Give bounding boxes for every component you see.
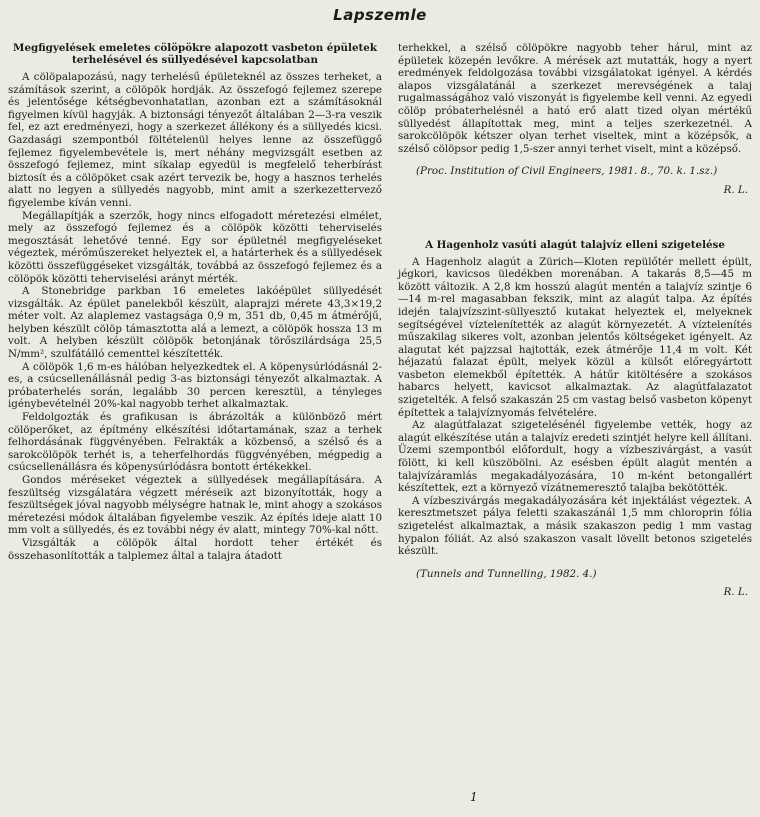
left-column xyxy=(8,42,382,562)
article2-paragraph: Az alagútfalazat szigetelésénél figyelembe vették, hogy az alagút elkészítése után a talajvíz eredeti szintjét helyre kell állítani. Üzemi szempontból előfordult, hogy a vízbeszivárgást, a vasút fölött, ki kell küszöbölni. Az esésben épült alagút mentén a talajvízáramlás megakadályozására, 10 m-ként betongallért készítettek, ezt a környező vízátnemeresztő talajba bekötötték. xyxy=(398,419,752,495)
article1-paragraph: Feldolgozták és grafikusan is ábrázolták a különböző mért cölöperőket, az építmény elkészítési időtartamának, szaz a terhek felhordásának függvényében. Felrakták a közbenső, a szélső és a sarokcölöpök terhét is, a teherfelhordás függvényében, mégpedig a csúcsellenállásra és köpenysúrlódásra bontott értékekkel. xyxy=(8,411,382,474)
article1-paragraph: Vizsgálták a cölöpök által hordott teher értékét és összehasonlították a talplemez által a talajra átadott xyxy=(8,536,382,562)
right-column xyxy=(398,42,752,599)
article1-paragraph: A cölöpalapozású, nagy terhelésű épületeknél az összes terheket, a számítások szerint, a cölöpök hordják. Az összefogó fejlemez szerepe és jelentősége kétségbevonhatatlan, azonban ezt a számításoknál figyelmen kívül hagyják. A biztonsági tényezőt általában 2—3-ra veszik fel, ez azt eredményezi, hogy a szerkezet állékony és a süllyedés kicsi. Gazdasági szempontból föltételenül helyes lenne az összefüggő fejlemez figyelembevétele is, mert néhány megvizsgált esetben az összefogó fejlemez, mint síkalap egyedül is megfelelő teherbírást biztosít és a cölöpöket csak azért tervezik be, hogy a hasznos terhelés alatt no legyen a süllyedés nagyobb, mint amit a szerkezettervező figyelembe kíván venni. xyxy=(8,71,382,209)
article2-title: A Hagenholz vasúti alagút talajvíz elleni szigetelése xyxy=(425,238,725,251)
article1-signature: R. L. xyxy=(723,183,748,196)
page-header-title: Lapszemle xyxy=(333,6,427,24)
article2-signature: R. L. xyxy=(723,586,748,599)
article1-title: Megfigyelések emeletes cölöpökre alapozott vasbeton épületek terhelésével és süllyedésével kapcsolatban xyxy=(13,42,377,66)
article1-paragraph: A cölöpök 1,6 m-es hálóban helyezkedtek el. A köpenysúrlódásnál 2-es, a csúcsellenállásnál pedig 3-as biztonsági tényezőt alkalmaztak. A próbaterhelés során, legalább 30 percen keresztül, a tényleges igénybevételnél 20%-kal nagyobb terhet alkalmaztak. xyxy=(8,360,382,411)
article2-paragraph: A vízbeszivárgás megakadályozására két injektálást végeztek. A keresztmetszet pálya feletti szakaszánál 1,5 mm chloroprin fólia szigetelést alkalmaztak, a másik szakaszon pedig 1 mm vastag hypalon fóliát. Az alsó szakaszon vasalt lövellt betonos szigetelés készült. xyxy=(398,494,752,558)
article2-paragraph: A Hagenholz alagút a Zürich—Kloten repülőtér mellett épült, jégkori, kavicsos üledékben morenában. A takarás 8,5—45 m között változik. A 2,8 km hosszú alagút mentén a talajvíz szintje 6—14 m-rel magasabban fekszik, mint az alagút talpa. Az építés idején talajvízszint-süllyesztő kutakat helyeztek el, melyeknek segítségével víztelenítették az alagút környezetét. A víztelenítés műszakilag sikeres volt, azonban jelentős költségeket igényelt. Az alagutat két pajzzsal hajtották, ezek átmérője 11,4 m volt. Két héjazatú falazat épült, melyek közül a külsőt előregyártott vasbeton elemekből építették. A hátűr kitöltésére a szokásos habarcs helyett, kavicsot alkalmaztak. Az alagútfalazatot szigetelték. A felső szakaszán 25 cm vastag belső vasbeton köpenyt építettek a talajvíznyomás felvételére. xyxy=(398,255,752,419)
article2-source: (Tunnels and Tunnelling, 1982. 4.) xyxy=(416,567,597,580)
page-number: 1 xyxy=(470,790,478,804)
article1-paragraph: Gondos méréseket végeztek a süllyedések megállapítására. A feszültség vizsgálatára végzett méréseik azt bizonyították, hogy a feszültségek jóval nagyobb mélységre hatnak le, mint ahogy a szokásos méretezési módok általában figyelembe veszik. Az építés ideje alatt 10 mm volt a süllyedés, és ez további négy év alatt, mintegy 70%-kal nőtt. xyxy=(8,474,382,537)
article1-source: (Proc. Institution of Civil Engineers, 1981. 8., 70. k. 1.sz.) xyxy=(416,165,718,178)
article1-continuation: terhekkel, a szélső cölöpökre nagyobb teher hárul, mint az épületek közepén levőkre. A mérések azt mutatták, hogy a nyert eredmények feldolgozása további vizsgálatokat igényel. A kérdés alapos vizsgálatánál a szerkezet merevségének a talaj rugalmasságához való viszonyát is figyelembe kell venni. Az egyedi cölöp próbaterhelésnél a ható erő alatt tized olyan mértékű süllyedést állapítottak meg, mint a teljes szerkezetnél. A sarokcölöpök kétszer olyan terhet viseltek, mint a középsők, a szélső cölöpsor pedig 1,5-szer annyi terhet viselt, mint a középső. xyxy=(398,42,752,155)
article1-paragraph: A Stonebridge parkban 16 emeletes lakóépület süllyedését vizsgálták. Az épület panelekből készült, alaprajzi mérete 43,3×19,2 méter volt. Az alaplemez vastagsága 0,9 m, 351 db, 0,45 m átmérőjű, helyben készült cölöp támasztotta alá a lemezt, a cölöpök hossza 13 m volt. A helyben készült cölöpök betonjának törőszilárdsága 25,5 N/mm², szulfátálló cementtel készítették. xyxy=(8,285,382,361)
article1-paragraph: Megállapítják a szerzők, hogy nincs elfogadott méretezési elmélet, mely az összefogó fejlemez és a cölöpök közötti teherviselés megosztását lehetővé tenné. Egy sor épületnél megfigyeléseket végeztek, mérőműszereket helyeztek el, a határterhek és a süllyedések közötti összefüggéseket vizsgálták, továbbá az összefogó fejlemez és a cölöpök közötti teherviselési arányt mérték. xyxy=(8,209,382,285)
